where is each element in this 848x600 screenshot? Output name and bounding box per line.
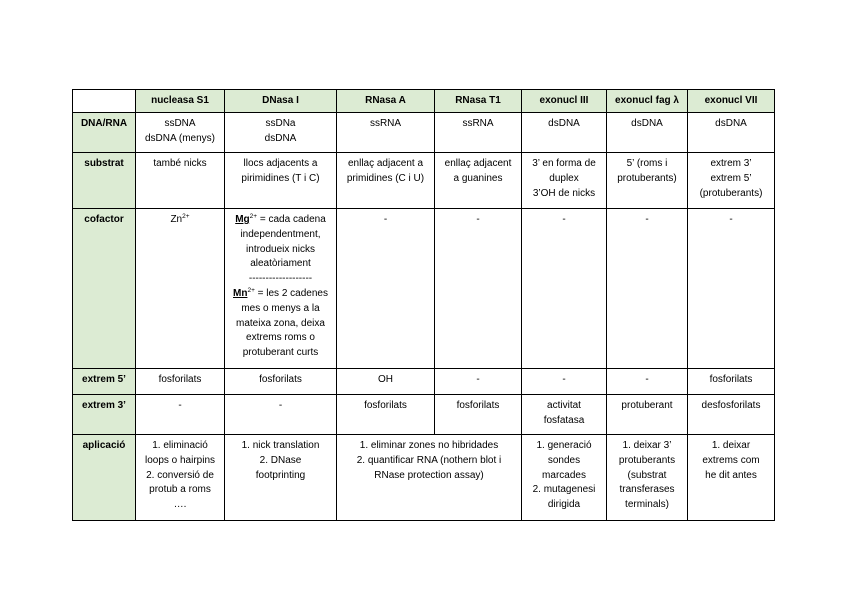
cell-line: 2. DNase (259, 454, 302, 466)
cell-line: pirimidines (T i C) (241, 172, 320, 184)
cell (607, 113, 688, 153)
cell (688, 153, 775, 209)
cell (435, 395, 522, 435)
cell-line: 5’ (roms i (626, 158, 668, 169)
cell (337, 113, 435, 153)
cell (337, 153, 435, 209)
cofactor-mg: Mg (235, 214, 250, 225)
cell-line: transferases (619, 484, 675, 496)
cell (607, 153, 688, 209)
cell-line: extrem 3’ (710, 158, 752, 169)
cell: - (522, 209, 607, 369)
col-header-exo-lambda: exonucl fag λ (607, 90, 688, 113)
cell-line: enllaç adjacent a (347, 158, 424, 169)
col-header-s1: nucleasa S1 (136, 90, 225, 113)
cell (522, 435, 607, 521)
cell-dnase-cofactor (225, 209, 337, 369)
cell (688, 395, 775, 435)
cell: - (337, 209, 435, 369)
row-cofactor (73, 209, 775, 369)
cell-text: = les 2 cadenes (254, 287, 328, 299)
cell (435, 153, 522, 209)
cell-line: footprinting (255, 469, 306, 481)
cell-line: 1. eliminar zones no hibridades (359, 440, 499, 451)
cell-line: extrems roms o (246, 332, 315, 344)
cell (136, 395, 225, 435)
cell-line: independentment, (240, 228, 321, 240)
cell-line: dsDNA (548, 118, 580, 129)
cell-line: protuberants (618, 454, 676, 466)
cell-line: aleatòriament (250, 258, 311, 270)
cell-line: protuberant curts (242, 347, 319, 359)
cell: OH (337, 369, 435, 395)
cofactor-zn: Zn (170, 214, 183, 225)
cell-line: enllaç adjacent (444, 158, 512, 169)
row-extrem3 (73, 395, 775, 435)
cell-line: - (278, 400, 283, 411)
cell-line (228, 287, 333, 302)
cell-line: ssDNa (265, 118, 296, 129)
header-row (73, 90, 775, 113)
cell-line: (substrat (627, 469, 667, 481)
cell-line: ssRNA (369, 118, 402, 129)
cell-line: …. (173, 499, 187, 511)
row-label-dna-rna: DNA/RNA (73, 113, 136, 153)
cell: - (607, 209, 688, 369)
cell (522, 113, 607, 153)
row-label-extrem5: extrem 5’ (73, 369, 136, 395)
row-substrat (73, 153, 775, 209)
cell: - (435, 209, 522, 369)
cell (136, 435, 225, 521)
cell (337, 395, 435, 435)
cell-line: sondes (547, 454, 581, 466)
cell (522, 395, 607, 435)
cell-line: 2. conversió de (146, 469, 214, 481)
cell-line: 1. eliminació (152, 440, 208, 451)
col-header-rnase-t1: RNasa T1 (435, 90, 522, 113)
cell-line: dirigida (547, 499, 581, 511)
superscript: 2+ (247, 286, 255, 294)
cell-line: RNase protection assay) (374, 469, 484, 481)
cell-line: activitat (547, 400, 581, 411)
cell-line: duplex (549, 172, 579, 184)
cell (136, 153, 225, 209)
cell-line: he dit antes (705, 469, 757, 481)
cell: fosforilats (688, 369, 775, 395)
cell: - (522, 369, 607, 395)
superscript: 2+ (249, 213, 258, 220)
cell-line: dsDNA (631, 118, 663, 129)
cell-line: ssRNA (462, 118, 494, 129)
row-label-cofactor: cofactor (73, 209, 136, 369)
corner-cell (73, 90, 136, 113)
cell (607, 435, 688, 521)
cell-text: = cada cadena (257, 214, 326, 225)
separator-line: ------------------- (248, 273, 313, 285)
cell-line: també nicks (153, 158, 207, 169)
cell-line: protub a roms (149, 484, 211, 496)
cell-line: ssDNA (164, 118, 196, 129)
cell: fosforilats (136, 369, 225, 395)
cell-line: marcades (542, 469, 586, 481)
cell-line: desfosforilats (701, 400, 761, 411)
cell-line: extrems com (702, 454, 760, 466)
cell: - (688, 209, 775, 369)
cell (225, 395, 337, 435)
row-label-extrem3: extrem 3’ (73, 395, 136, 435)
cell: - (435, 369, 522, 395)
cell-rnase-merged (337, 435, 522, 521)
enzyme-table (72, 89, 775, 521)
superscript: 2+ (182, 213, 190, 220)
cell (225, 153, 337, 209)
cell-line: 2. mutagenesi (532, 484, 596, 496)
cell-line: 3’ en forma de (532, 158, 596, 169)
cell (225, 435, 337, 521)
cell: fosforilats (225, 369, 337, 395)
col-header-exo3: exonucl III (522, 90, 607, 113)
row-dna-rna (73, 113, 775, 153)
cell-line: introdueix nicks (246, 243, 315, 255)
cell-line: dsDNA (264, 132, 297, 144)
cell-line: fosfatasa (543, 414, 585, 426)
row-extrem5 (73, 369, 775, 395)
cell-line: (protuberants) (699, 187, 763, 199)
cell-line: mateixa zona, deixa (236, 317, 325, 329)
cell-line: 1. generació (536, 440, 592, 451)
cell-line: dsDNA (715, 118, 747, 129)
cell-line: loops o hairpins (144, 454, 216, 466)
col-header-rnase-a: RNasa A (337, 90, 435, 113)
cell-line: 2. quantificar RNA (nothern blot i (356, 454, 502, 466)
cell-line: fosforilats (364, 400, 407, 411)
cell (435, 113, 522, 153)
cell-line: mes o menys a la (241, 302, 320, 314)
cell-line: - (178, 400, 182, 411)
cell-line: protuberant (621, 400, 673, 411)
cofactor-mn: Mn (233, 287, 248, 299)
cell: - (607, 369, 688, 395)
cell-line: 1. deixar 3’ (622, 440, 672, 451)
cell-line: terminals) (625, 499, 669, 511)
cell-line: extrem 5’ (710, 172, 752, 184)
cell-line (228, 213, 333, 228)
cell (225, 113, 337, 153)
cell-line: llocs adjacents a (243, 158, 318, 169)
row-aplicacio (73, 435, 775, 521)
cell (688, 435, 775, 521)
row-label-substrat: substrat (73, 153, 136, 209)
cell-line: a guanines (453, 172, 503, 184)
cell (688, 113, 775, 153)
cell-line: fosforilats (456, 400, 500, 411)
cell-line: protuberants) (617, 172, 677, 184)
cell (136, 209, 225, 369)
row-label-aplicacio: aplicació (73, 435, 136, 521)
cell-line: 1. deixar (711, 440, 751, 451)
col-header-dnase: DNasa I (225, 90, 337, 113)
cell-line: primidines (C i U) (346, 172, 425, 184)
cell (136, 113, 225, 153)
cell (522, 153, 607, 209)
cell (607, 395, 688, 435)
cell-line: dsDNA (menys) (144, 132, 215, 144)
col-header-exo7: exonucl VII (688, 90, 775, 113)
cell-line: 1. nick translation (241, 440, 320, 451)
cell-line: 3’OH de nicks (532, 187, 596, 199)
